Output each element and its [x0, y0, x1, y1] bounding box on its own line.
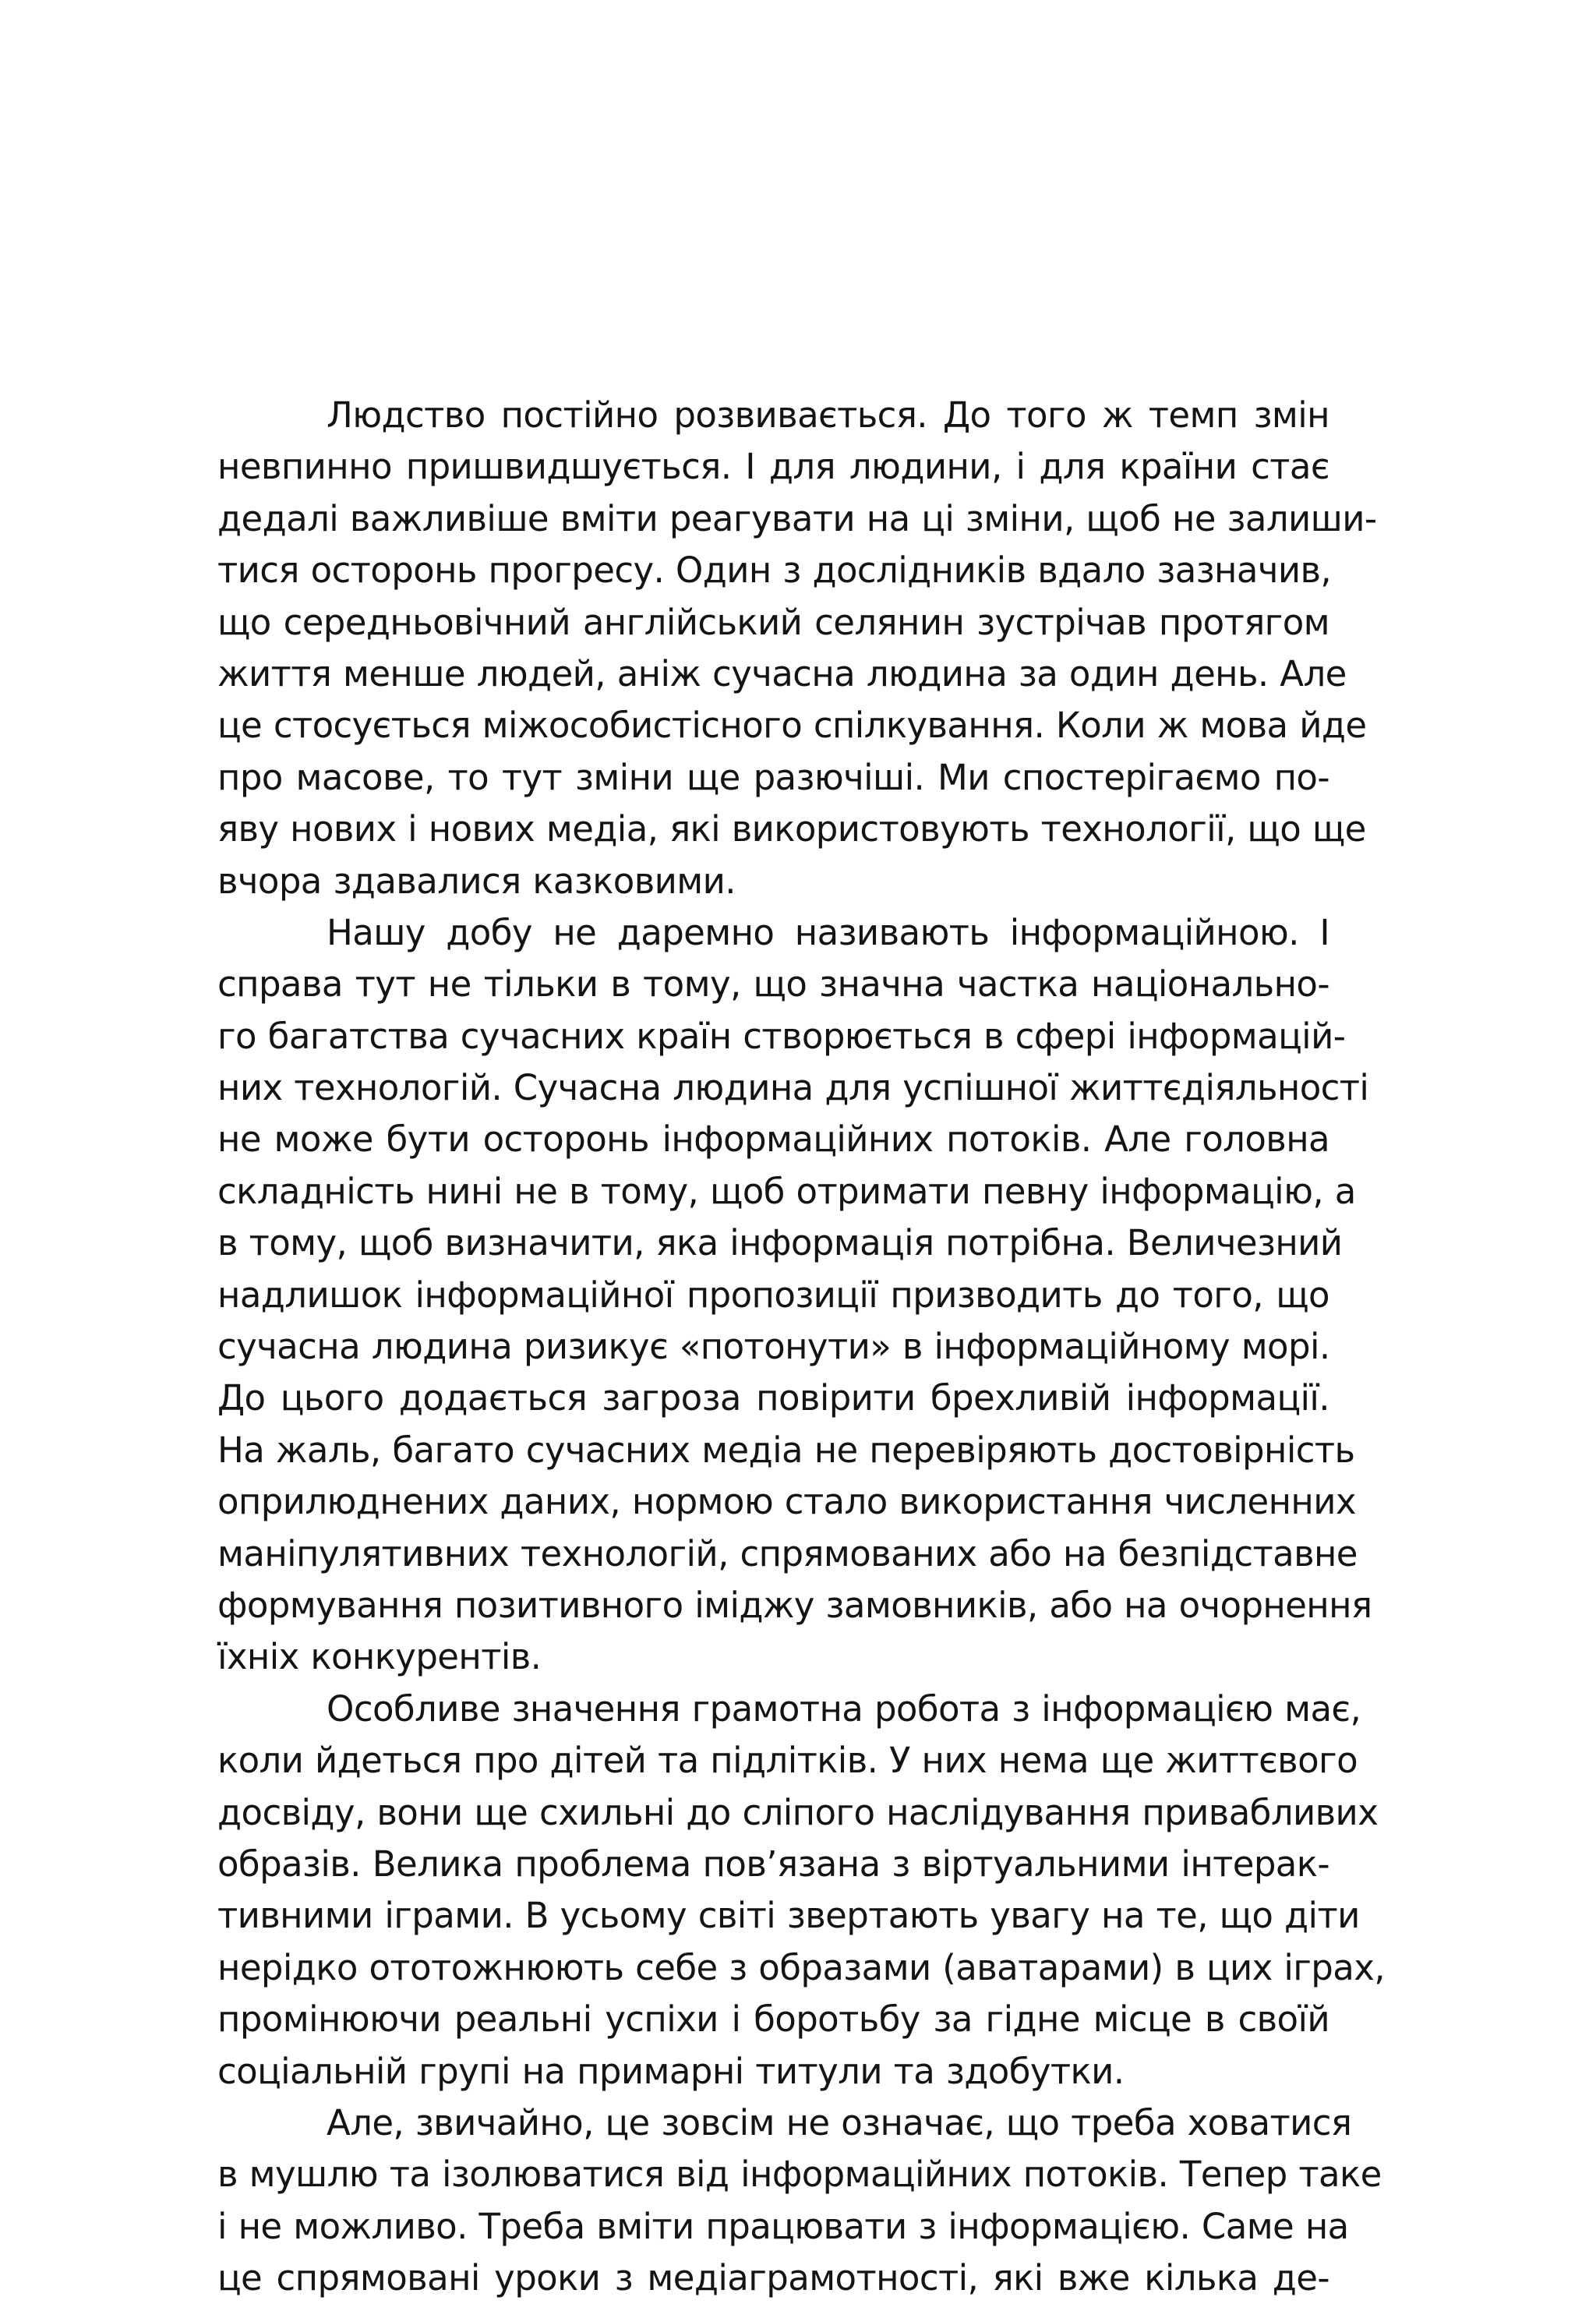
paragraph-2-line-8: надлишок інформаційної пропозиції призводить до того, що: [217, 1274, 1329, 1316]
paragraph-2-line-15: їхніх конкурентів.: [217, 1636, 542, 1678]
paragraph-2-line-7: в тому, щоб визначити, яка інформація потрібна. Величезний: [217, 1222, 1343, 1264]
paragraph-3-line-6: нерідко ототожнюють себе з образами (аватарами) в цих іграх,: [217, 1946, 1385, 1988]
paragraph-2-line-6: складність нині не в тому, щоб отримати певну інформацію, а: [217, 1170, 1356, 1212]
paragraph-4-line-1: Але, звичайно, це зовсім не означає, що треба ховатися: [327, 2101, 1352, 2143]
paragraph-1-line-1: Людство постійно розвивається. До того ж темп змін: [327, 394, 1329, 436]
paragraph-2-line-14: формування позитивного іміджу замовників, або на очорнення: [217, 1584, 1372, 1626]
paragraph-1-line-8: про масове, то тут зміни ще разючіші. Ми спостерігаємо по-: [217, 756, 1329, 798]
paragraph-2-line-13: маніпулятивних технологій, спрямованих або на безпідставне: [217, 1532, 1358, 1574]
paragraph-2-line-2: справа тут не тільки в тому, що значна частка національно-: [217, 963, 1329, 1005]
paragraph-4-line-2: в мушлю та ізолюватися від інформаційних потоків. Тепер таке: [217, 2154, 1382, 2196]
paragraph-1-line-6: життя менше людей, аніж сучасна людина за один день. Але: [217, 652, 1347, 694]
paragraph-1-line-4: тися осторонь прогресу. Один з дослідників вдало зазначив,: [217, 549, 1332, 592]
paragraph-1-line-2: невпинно пришвидшується. І для людини, і для країни стає: [217, 446, 1329, 488]
paragraph-2-line-12: оприлюднених даних, нормою стало використання численних: [217, 1481, 1356, 1523]
paragraph-3-line-3: досвіду, вони ще схильні до сліпого наслідування привабливих: [217, 1791, 1379, 1833]
paragraph-1-line-5: що середньовічний англійський селянин зустрічав протягом: [217, 601, 1329, 643]
paragraph-3-line-5: тивними іграми. В усьому світі звертають увагу на те, що діти: [217, 1895, 1360, 1937]
paragraph-1-line-9: яву нових і нових медіа, які використовують технології, що ще: [217, 808, 1366, 850]
paragraph-2-line-1: Нашу добу не даремно називають інформаційною. І: [327, 911, 1329, 953]
paragraph-3-line-2: коли йдеться про дітей та підлітків. У них нема ще життєвого: [217, 1740, 1358, 1782]
paragraph-1-line-7: це стосується міжособистісного спілкування. Коли ж мова йде: [217, 705, 1367, 747]
paragraph-3-line-4: образів. Велика проблема пов’язана з віртуальними інтерак-: [217, 1843, 1329, 1885]
paragraph-2-line-10: До цього додається загроза повірити брехливій інформації.: [217, 1377, 1329, 1419]
paragraph-2-line-9: сучасна людина ризикує «потонути» в інформаційному морі.: [217, 1326, 1330, 1368]
body-text: [217, 390, 1385, 2304]
paragraph-4-line-3: і не можливо. Треба вміти працювати з інформацією. Саме на: [217, 2205, 1349, 2247]
paragraph-1-line-10: вчора здавалися казковими.: [217, 860, 736, 902]
paragraph-4-line-4: це спрямовані уроки з медіаграмотності, які вже кілька де-: [217, 2257, 1329, 2299]
paragraph-3-line-8: соціальній групі на примарні титули та здобутки.: [217, 2050, 1125, 2092]
paragraph-2-line-5: не може бути осторонь інформаційних потоків. Але головна: [217, 1118, 1329, 1161]
paragraph-2-line-3: го багатства сучасних країн створюється в сфері інформацій-: [217, 1015, 1346, 1057]
paragraph-2-line-11: На жаль, багато сучасних медіа не перевіряють достовірність: [217, 1429, 1355, 1471]
paragraph-2-line-4: них технологій. Сучасна людина для успішної життєдіяльності: [217, 1067, 1369, 1109]
paragraph-3-line-7: промінюючи реальні успіхи і боротьбу за гідне місце в своїй: [217, 1998, 1329, 2041]
paragraph-1-line-3: дедалі важливіше вміти реагувати на ці зміни, щоб не залиши-: [217, 497, 1377, 539]
paragraph-3-line-1: Особливе значення грамотна робота з інформацією має,: [327, 1687, 1361, 1730]
